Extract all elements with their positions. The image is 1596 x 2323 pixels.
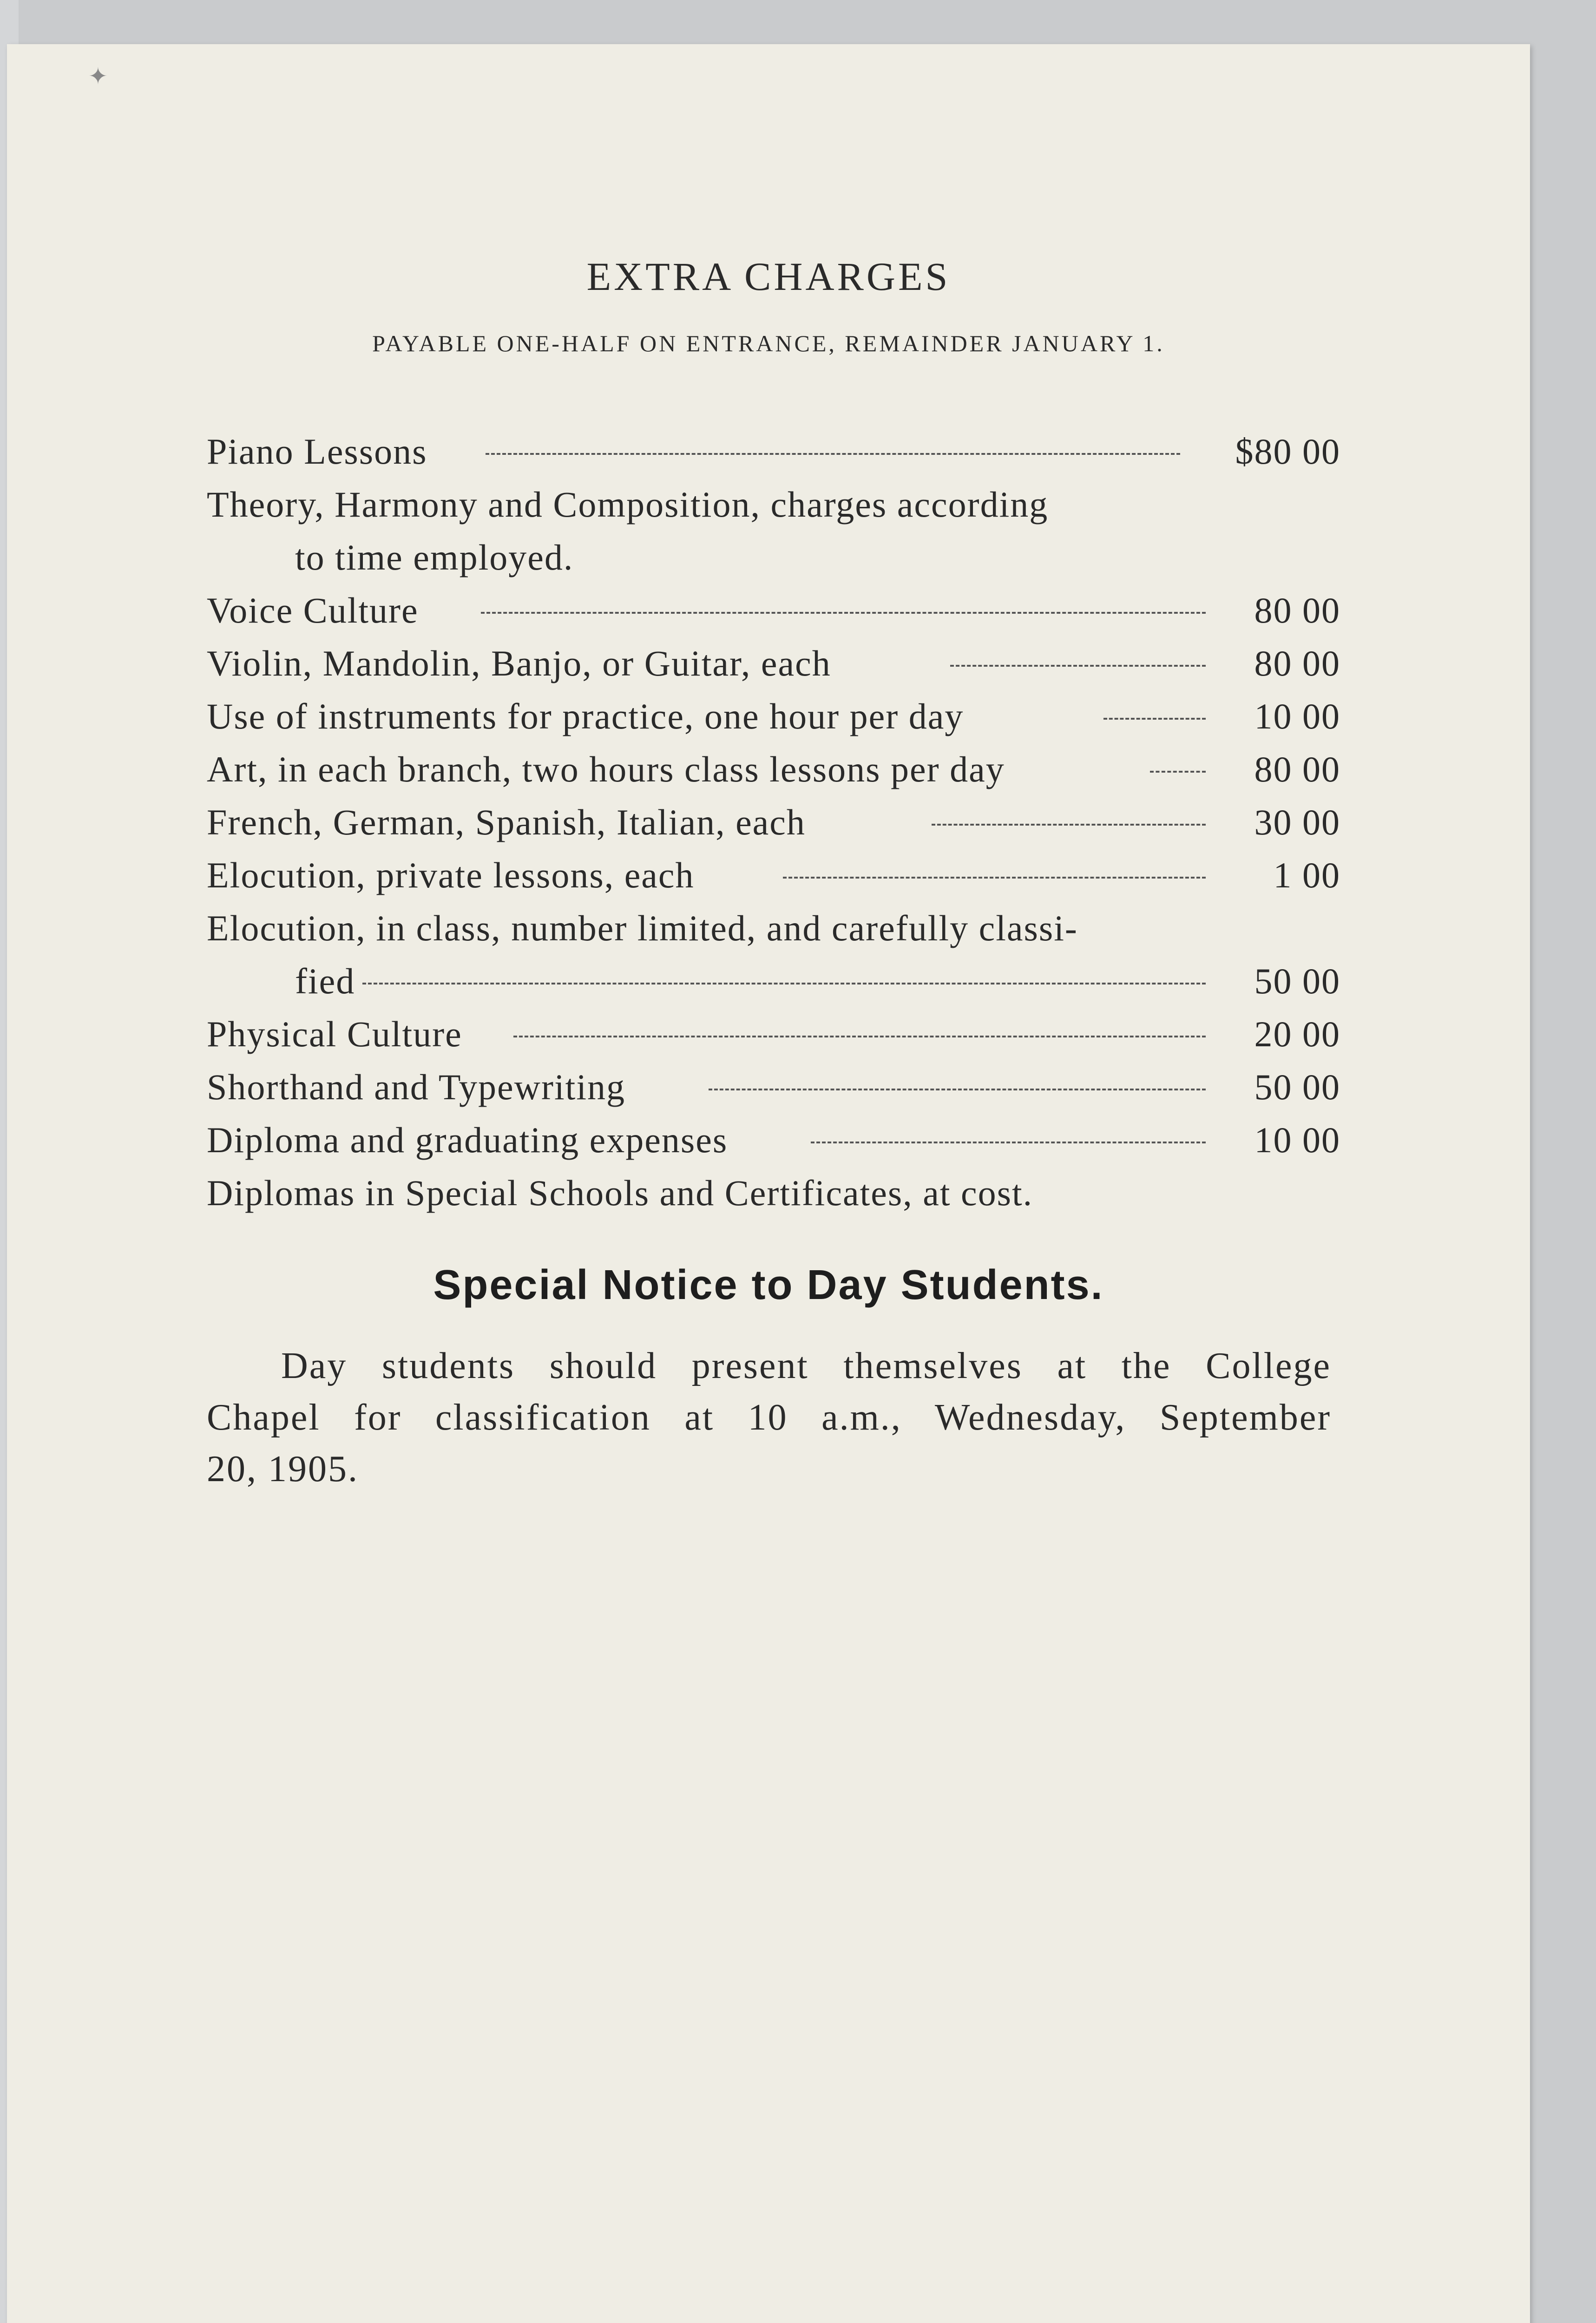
charge-amount: 80 00 (1254, 643, 1340, 683)
charge-row-elocution-private (207, 849, 1340, 902)
charges-list (207, 425, 1340, 1220)
leader-dots (932, 824, 1206, 826)
charge-row-instruments (207, 690, 1340, 743)
charge-amount: 20 00 (1254, 1014, 1340, 1054)
payment-terms: PAYABLE ONE-HALF ON ENTRANCE, REMAINDER JANUARY 1. (372, 330, 1165, 356)
charge-amount: 10 00 (1254, 1120, 1340, 1160)
corner-mark-icon: ✦ (88, 63, 108, 89)
notice-line-3: 20, 1905. (207, 1449, 359, 1490)
charge-label: Diploma and graduating expenses (207, 1120, 728, 1160)
charge-amount: 1 00 (1273, 855, 1340, 895)
charge-note-diplomas-special: Diplomas in Special Schools and Certificates, at cost. (207, 1173, 1033, 1213)
leader-dots (783, 877, 1206, 879)
charge-row-elocution-class (207, 955, 1340, 1008)
charge-row-piano (207, 425, 1340, 478)
notice-heading: Special Notice to Day Students. (433, 1262, 1104, 1308)
charge-row-physical (207, 1008, 1340, 1061)
page-title: EXTRA CHARGES (586, 254, 951, 299)
charge-row-languages (207, 796, 1340, 849)
charge-amount: $80 00 (1235, 431, 1340, 472)
charge-amount: 50 00 (1254, 1067, 1340, 1107)
leader-dots (950, 665, 1206, 667)
charge-label: French, German, Spanish, Italian, each (207, 802, 806, 842)
charge-label: Shorthand and Typewriting (207, 1067, 625, 1107)
charge-amount: 50 00 (1254, 961, 1340, 1001)
charge-note-theory: Theory, Harmony and Composition, charges according (207, 484, 1049, 525)
charge-amount: 10 00 (1254, 696, 1340, 736)
charge-row-voice (207, 584, 1340, 637)
charge-note-theory-continued: to time employed. (295, 537, 574, 577)
charge-label: Use of instruments for practice, one hour per day (207, 696, 964, 736)
charge-label: Art, in each branch, two hours class lessons per day (207, 749, 1005, 789)
charge-row-shorthand (207, 1061, 1340, 1114)
leader-dots (362, 983, 1206, 984)
notice-line-2: Chapel for classification at 10 a.m., Wednesday, September (207, 1397, 1331, 1438)
notice-line-1: Day students should present themselves at the College (281, 1345, 1331, 1386)
leader-dots (1150, 771, 1206, 773)
charge-label: Elocution, private lessons, each (207, 855, 695, 895)
charge-amount: 30 00 (1254, 802, 1340, 842)
charge-row-violin (207, 637, 1340, 690)
charge-label: fied (295, 961, 355, 1001)
document-page (7, 44, 1530, 2323)
charge-label: Physical Culture (207, 1014, 462, 1054)
charge-amount: 80 00 (1254, 590, 1340, 630)
leader-dots (513, 1036, 1206, 1037)
charge-row-diploma (207, 1114, 1340, 1167)
charge-label: Violin, Mandolin, Banjo, or Guitar, each (207, 643, 831, 683)
notice-paragraph (207, 1340, 1331, 1496)
leader-dots (486, 453, 1180, 455)
charge-note-elocution-class: Elocution, in class, number limited, and carefully classi- (207, 908, 1078, 948)
charge-row-art (207, 743, 1340, 796)
leader-dots (481, 612, 1206, 614)
leader-dots (709, 1089, 1206, 1090)
charge-amount: 80 00 (1254, 749, 1340, 789)
leader-dots (1103, 718, 1206, 720)
leader-dots (811, 1142, 1206, 1143)
charge-label: Piano Lessons (207, 431, 427, 472)
charge-label: Voice Culture (207, 590, 419, 630)
